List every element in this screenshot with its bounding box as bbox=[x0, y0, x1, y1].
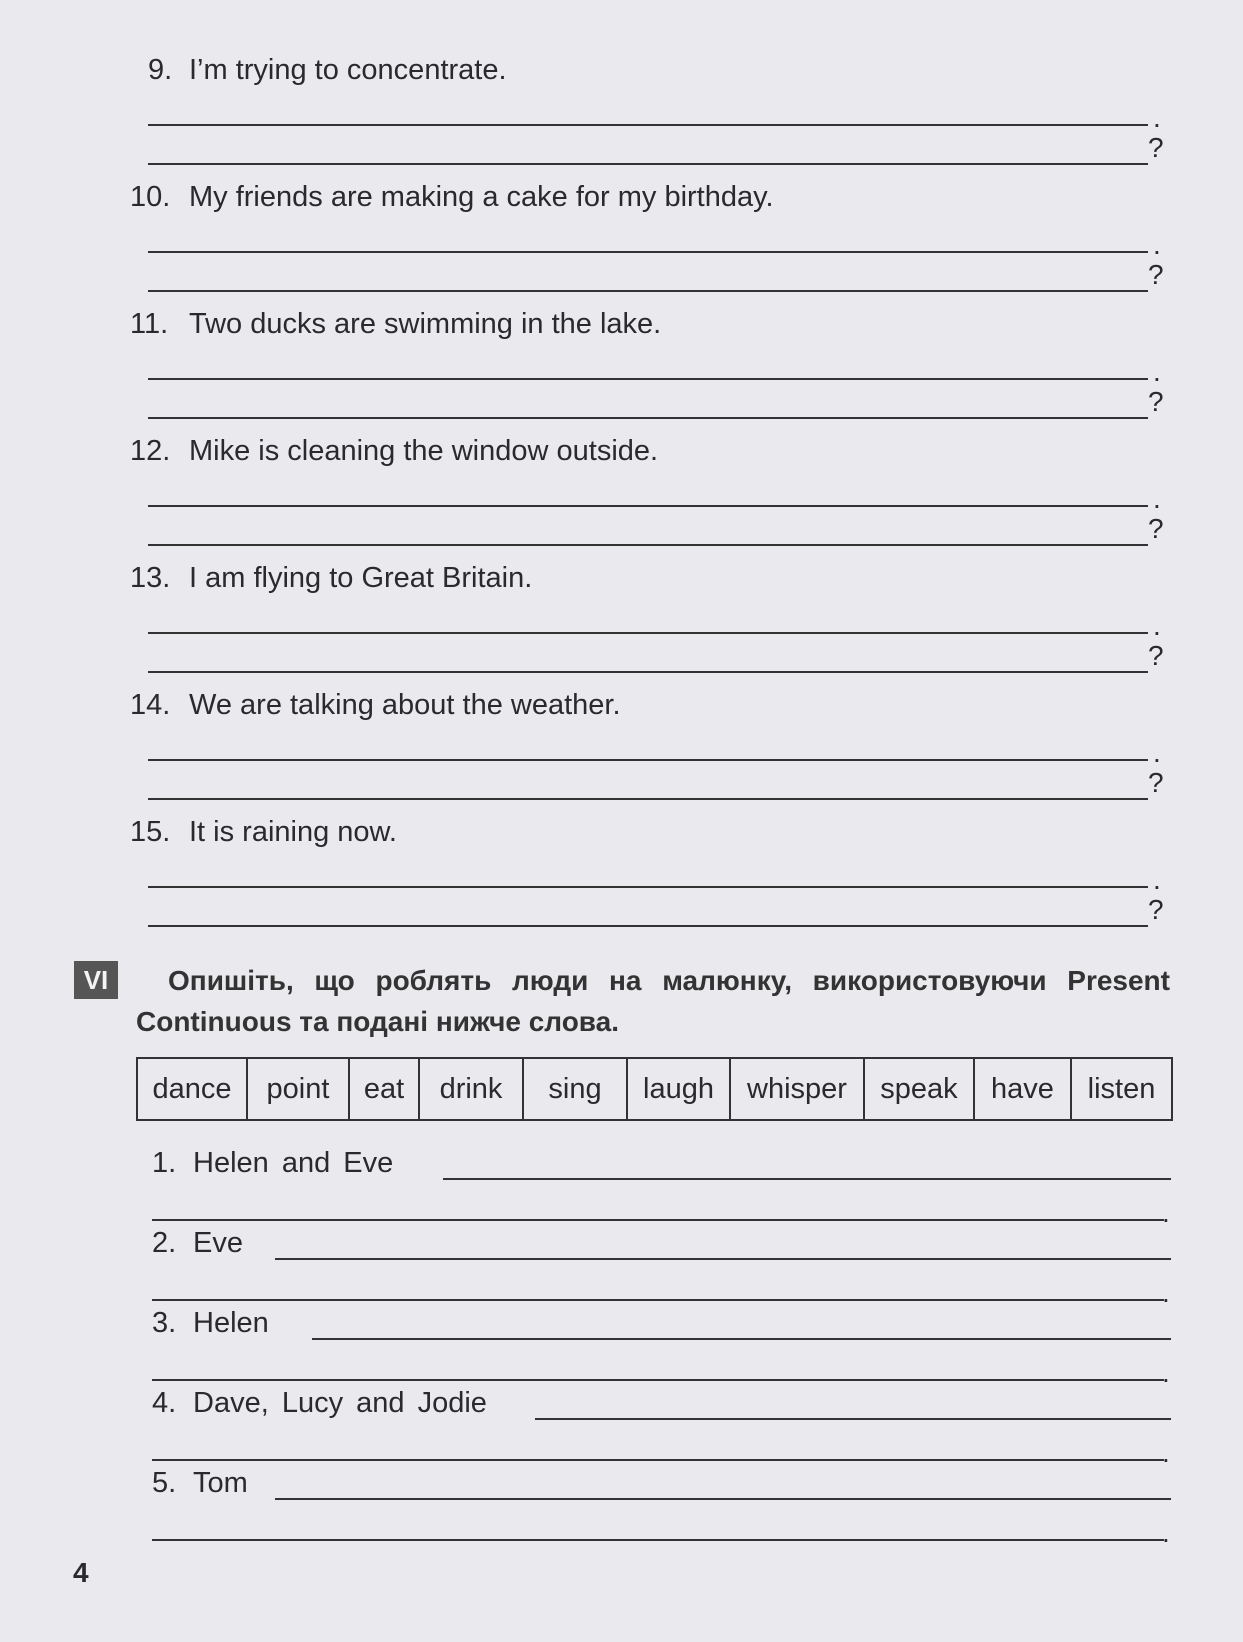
sentence-text: Two ducks are swimming in the lake. bbox=[189, 308, 662, 340]
word-bank-cell: listen bbox=[1071, 1058, 1172, 1120]
line-end-mark: . bbox=[1162, 1517, 1170, 1548]
answer-line[interactable] bbox=[275, 1498, 1171, 1500]
prompt-subject: Helen bbox=[193, 1307, 269, 1339]
line-end-mark: . bbox=[1162, 1437, 1170, 1468]
line-end-mark: . bbox=[1153, 483, 1161, 514]
sentence-number: 13. bbox=[130, 562, 171, 594]
line-end-mark: . bbox=[1153, 356, 1161, 387]
word-bank-cell: laugh bbox=[627, 1058, 730, 1120]
answer-line[interactable] bbox=[148, 798, 1148, 800]
sentence-number: 9. bbox=[148, 54, 173, 86]
answer-line[interactable] bbox=[148, 505, 1148, 507]
answer-line[interactable] bbox=[148, 290, 1148, 292]
line-end-mark: ? bbox=[1148, 259, 1164, 290]
line-end-mark: . bbox=[1162, 1357, 1170, 1388]
word-bank-cell: dance bbox=[137, 1058, 247, 1120]
line-end-mark: ? bbox=[1148, 894, 1164, 925]
line-end-mark: ? bbox=[1148, 132, 1164, 163]
answer-line[interactable] bbox=[152, 1219, 1164, 1221]
section-instruction: Опишіть, що роблять люди на малюнку, використовуючи Present Continuous та подані нижче слова. bbox=[136, 965, 1170, 1037]
sentence-text: I’m trying to concentrate. bbox=[189, 54, 507, 86]
answer-line[interactable] bbox=[148, 925, 1148, 927]
line-end-mark: . bbox=[1153, 864, 1161, 895]
answer-line[interactable] bbox=[275, 1258, 1171, 1260]
word-bank-cell: point bbox=[247, 1058, 349, 1120]
answer-line[interactable] bbox=[148, 417, 1148, 419]
answer-line[interactable] bbox=[152, 1299, 1164, 1301]
answer-line[interactable] bbox=[148, 378, 1148, 380]
prompt-subject: Helen and Eve bbox=[193, 1147, 394, 1179]
answer-line[interactable] bbox=[148, 632, 1148, 634]
answer-line[interactable] bbox=[312, 1338, 1171, 1340]
answer-line[interactable] bbox=[148, 671, 1148, 673]
sentence-number: 12. bbox=[130, 435, 171, 467]
sentence-number: 11. bbox=[130, 308, 169, 340]
answer-line[interactable] bbox=[148, 544, 1148, 546]
prompt-number: 4. bbox=[152, 1387, 177, 1419]
answer-line[interactable] bbox=[152, 1459, 1164, 1461]
line-end-mark: ? bbox=[1148, 767, 1164, 798]
sentence-text: I am flying to Great Britain. bbox=[189, 562, 533, 594]
answer-line[interactable] bbox=[152, 1379, 1164, 1381]
answer-line[interactable] bbox=[148, 759, 1148, 761]
answer-line[interactable] bbox=[443, 1178, 1171, 1180]
sentence-number: 10. bbox=[130, 181, 171, 213]
prompt-subject: Dave, Lucy and Jodie bbox=[193, 1387, 487, 1419]
word-bank-cell: sing bbox=[523, 1058, 627, 1120]
line-end-mark: . bbox=[1153, 737, 1161, 768]
prompt-number: 5. bbox=[152, 1467, 177, 1499]
page-number: 4 bbox=[73, 1557, 89, 1588]
answer-line[interactable] bbox=[148, 251, 1148, 253]
line-end-mark: ? bbox=[1148, 513, 1164, 544]
word-bank-cell: speak bbox=[864, 1058, 974, 1120]
answer-line[interactable] bbox=[148, 886, 1148, 888]
word-bank-cell: eat bbox=[349, 1058, 419, 1120]
line-end-mark: ? bbox=[1148, 386, 1164, 417]
sentence-text: Mike is cleaning the window outside. bbox=[189, 435, 659, 467]
line-end-mark: . bbox=[1153, 229, 1161, 260]
answer-line[interactable] bbox=[535, 1418, 1171, 1420]
line-end-mark: . bbox=[1153, 102, 1161, 133]
prompt-number: 3. bbox=[152, 1307, 177, 1339]
prompt-subject: Eve bbox=[193, 1227, 243, 1259]
sentence-number: 14. bbox=[130, 689, 171, 721]
line-end-mark: . bbox=[1153, 610, 1161, 641]
word-bank-cell: have bbox=[974, 1058, 1071, 1120]
sentence-number: 15. bbox=[130, 816, 171, 848]
line-end-mark: . bbox=[1162, 1277, 1170, 1308]
answer-line[interactable] bbox=[148, 124, 1148, 126]
answer-line[interactable] bbox=[152, 1539, 1164, 1541]
line-end-mark: . bbox=[1162, 1197, 1170, 1228]
sentence-text: We are talking about the weather. bbox=[189, 689, 621, 721]
sentence-text: It is raining now. bbox=[189, 816, 397, 848]
section-badge: VI bbox=[74, 961, 118, 999]
sentence-text: My friends are making a cake for my birthday. bbox=[189, 181, 774, 213]
prompt-number: 2. bbox=[152, 1227, 177, 1259]
prompt-number: 1. bbox=[152, 1147, 177, 1179]
line-end-mark: ? bbox=[1148, 640, 1164, 671]
answer-line[interactable] bbox=[148, 163, 1148, 165]
word-bank-table bbox=[136, 1057, 1173, 1121]
word-bank-cell: whisper bbox=[730, 1058, 864, 1120]
prompt-subject: Tom bbox=[193, 1467, 248, 1499]
word-bank-cell: drink bbox=[419, 1058, 523, 1120]
